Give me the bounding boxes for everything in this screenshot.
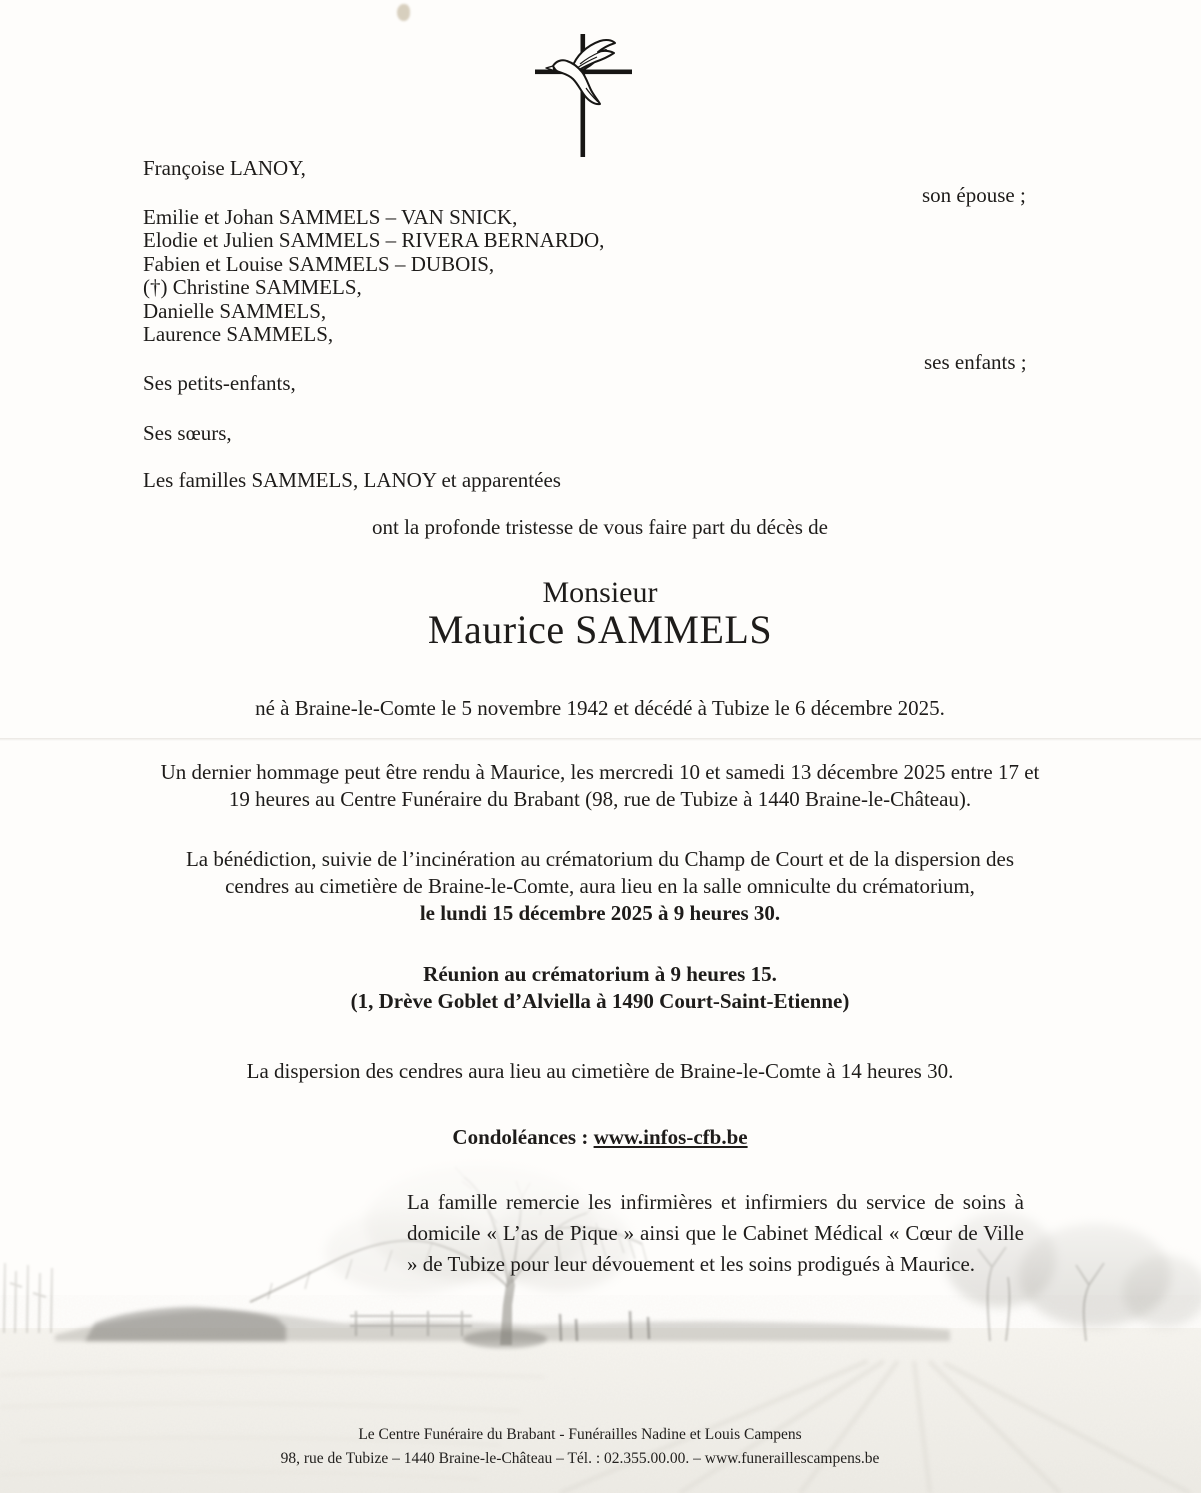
fold-crease-line <box>0 738 1201 741</box>
child-line: Elodie et Julien SAMMELS – RIVERA BERNARDO, <box>143 228 605 253</box>
dispersion-line: La dispersion des cendres aura lieu au cimetière de Braine-le-Comte à 14 heures 30. <box>246 1059 954 1083</box>
funeral-home-footer <box>0 1423 1160 1471</box>
child-line: Emilie et Johan SAMMELS – VAN SNICK, <box>143 205 518 229</box>
children-list <box>143 206 604 346</box>
child-line: Fabien et Louise SAMMELS – DUBOIS, <box>143 251 495 276</box>
tribute-paragraph <box>15 759 1185 813</box>
grandchildren-line: Ses petits-enfants, <box>143 371 296 395</box>
meeting-line: Réunion au crématorium à 9 heures 15. <box>423 962 777 986</box>
benediction-datetime: le lundi 15 décembre 2025 à 9 heures 30. <box>419 901 781 925</box>
footer-address-line: 98, rue de Tubize – 1440 Braine-le-Château – Tél. : 02.355.00.00. – www.funeraillescampens.be <box>280 1450 880 1467</box>
children-relation-label: ses enfants ; <box>924 350 1027 374</box>
child-line: Danielle SAMMELS, <box>143 298 327 323</box>
meeting-address: (1, Drève Goblet d’Alviella à 1490 Court-Saint-Etienne) <box>350 989 850 1013</box>
benediction-paragraph <box>15 846 1185 927</box>
condolences-url-link[interactable]: www.infos-cfb.be <box>593 1125 748 1149</box>
child-line: (†) Christine SAMMELS, <box>143 275 362 300</box>
scan-smudge <box>397 4 410 21</box>
condolences-line <box>15 1124 1185 1151</box>
life-dates-line: né à Braine-le-Comte le 5 novembre 1942 et décédé à Tubize le 6 décembre 2025. <box>255 696 945 720</box>
families-line: Les familles SAMMELS, LANOY et apparentées <box>143 468 561 492</box>
condolences-label: Condoléances : <box>452 1125 594 1149</box>
benediction-line: La bénédiction, suivie de l’incinération au crématorium du Champ de Court et de la dispersion des <box>185 847 1015 871</box>
meeting-paragraph <box>15 961 1185 1015</box>
civility-title: Monsieur <box>542 576 658 609</box>
sisters-line: Ses sœurs, <box>143 421 232 445</box>
benediction-line: cendres au cimetière de Braine-le-Comte, aura lieu en la salle omniculte du crématorium, <box>225 874 975 898</box>
thanks-paragraph: La famille remercie les infirmières et infirmiers du service de soins à domicile « L’as de Pique » ainsi que le Cabinet Médical « Cœur de Ville » de Tubize pour leur dévouement et les soins prodigués à Maurice. <box>407 1190 1024 1276</box>
announcement-intro: ont la profonde tristesse de vous faire part du décès de <box>371 515 828 539</box>
footer-company-line: Le Centre Funéraire du Brabant - Funérailles Nadine et Louis Campens <box>358 1426 802 1443</box>
child-line: Laurence SAMMELS, <box>143 322 334 347</box>
spouse-name: Françoise LANOY, <box>143 156 306 180</box>
spouse-relation-label: son épouse ; <box>922 183 1026 207</box>
deceased-name: Maurice SAMMELS <box>427 607 773 652</box>
dove-cross-icon <box>520 28 655 163</box>
tribute-line: 19 heures au Centre Funéraire du Brabant (98, rue de Tubize à 1440 Braine-le-Château). <box>228 787 972 811</box>
tribute-line: Un dernier hommage peut être rendu à Maurice, les mercredi 10 et samedi 13 décembre 2025 entre 17 et <box>160 760 1040 784</box>
